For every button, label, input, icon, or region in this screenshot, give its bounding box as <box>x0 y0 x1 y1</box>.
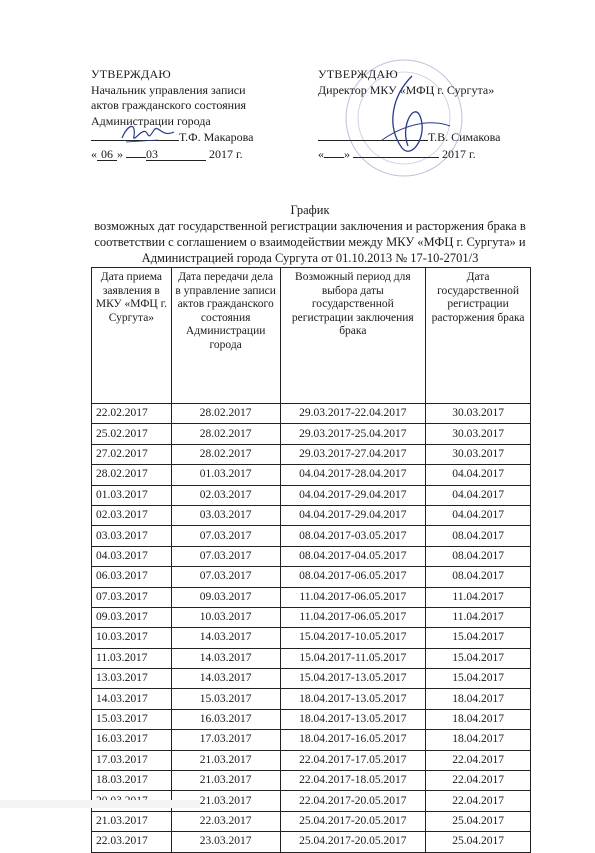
cell-marriage-period: 29.03.2017-27.04.2017 <box>280 444 426 464</box>
table-row <box>92 424 531 444</box>
cell-marriage-period: 15.04.2017-10.05.2017 <box>280 628 426 648</box>
left-approval-line-1: Начальник управления записи <box>91 82 246 97</box>
cell-marriage-period: 18.04.2017-16.05.2017 <box>280 730 426 750</box>
header-application-date: Дата приема заявления в МКУ «МФЦ г. Сургута» <box>92 268 172 404</box>
cell-marriage-period: 04.04.2017-29.04.2017 <box>280 485 426 505</box>
table-row <box>92 811 531 831</box>
cell-divorce-date: 22.04.2017 <box>426 750 531 770</box>
cell-application-date: 14.03.2017 <box>92 689 172 709</box>
cell-transfer-date: 28.02.2017 <box>171 444 280 464</box>
cell-marriage-period: 22.04.2017-18.05.2017 <box>280 771 426 791</box>
table-row <box>92 628 531 648</box>
cell-marriage-period: 29.03.2017-25.04.2017 <box>280 424 426 444</box>
table-row <box>92 730 531 750</box>
cell-transfer-date: 22.03.2017 <box>171 811 280 831</box>
cell-marriage-period: 08.04.2017-04.05.2017 <box>280 546 426 566</box>
scan-edge <box>0 800 200 808</box>
cell-divorce-date: 11.04.2017 <box>426 607 531 627</box>
document-title: График <box>290 203 330 217</box>
cell-marriage-period: 18.04.2017-13.05.2017 <box>280 689 426 709</box>
cell-divorce-date: 30.03.2017 <box>426 444 531 464</box>
cell-transfer-date: 07.03.2017 <box>171 546 280 566</box>
cell-marriage-period: 22.04.2017-17.05.2017 <box>280 750 426 770</box>
cell-marriage-period: 11.04.2017-06.05.2017 <box>280 607 426 627</box>
cell-transfer-date: 07.03.2017 <box>171 567 280 587</box>
document-heading <box>80 202 540 266</box>
cell-transfer-date: 21.03.2017 <box>171 771 280 791</box>
right-approval-line-1: Директор МКУ «МФЦ г. Сургута» <box>318 82 495 97</box>
cell-application-date: 17.03.2017 <box>92 750 172 770</box>
cell-transfer-date: 07.03.2017 <box>171 526 280 546</box>
header-marriage-period: Возможный период для выбора даты государственной регистрации заключения брака <box>280 268 426 404</box>
cell-transfer-date: 14.03.2017 <box>171 648 280 668</box>
table-row <box>92 750 531 770</box>
cell-divorce-date: 08.04.2017 <box>426 567 531 587</box>
cell-marriage-period: 25.04.2017-20.05.2017 <box>280 811 426 831</box>
right-approval-date: « » 2017 г. <box>318 146 476 161</box>
right-date-year: 2017 г. <box>442 146 476 161</box>
table-row <box>92 444 531 464</box>
table-row <box>92 607 531 627</box>
left-date-year: 2017 г. <box>209 146 243 161</box>
cell-application-date: 15.03.2017 <box>92 709 172 729</box>
cell-divorce-date: 11.04.2017 <box>426 587 531 607</box>
left-approval-date: « 06 » 03 2017 г. <box>91 146 243 161</box>
table-header-row <box>92 268 531 404</box>
cell-transfer-date: 02.03.2017 <box>171 485 280 505</box>
cell-marriage-period: 29.03.2017-22.04.2017 <box>280 404 426 424</box>
cell-marriage-period: 08.04.2017-03.05.2017 <box>280 526 426 546</box>
cell-application-date: 07.03.2017 <box>92 587 172 607</box>
table-row <box>92 505 531 525</box>
table-row <box>92 771 531 791</box>
cell-transfer-date: 28.02.2017 <box>171 424 280 444</box>
cell-transfer-date: 15.03.2017 <box>171 689 280 709</box>
cell-divorce-date: 22.04.2017 <box>426 771 531 791</box>
cell-divorce-date: 25.04.2017 <box>426 811 531 831</box>
cell-application-date: 16.03.2017 <box>92 730 172 750</box>
cell-application-date: 02.03.2017 <box>92 505 172 525</box>
cell-transfer-date: 16.03.2017 <box>171 709 280 729</box>
cell-transfer-date: 14.03.2017 <box>171 669 280 689</box>
cell-application-date: 25.02.2017 <box>92 424 172 444</box>
cell-transfer-date: 28.02.2017 <box>171 404 280 424</box>
table-row <box>92 669 531 689</box>
cell-marriage-period: 18.04.2017-13.05.2017 <box>280 709 426 729</box>
cell-transfer-date: 23.03.2017 <box>171 832 280 852</box>
cell-marriage-period: 08.04.2017-06.05.2017 <box>280 567 426 587</box>
cell-marriage-period: 04.04.2017-28.04.2017 <box>280 465 426 485</box>
cell-divorce-date: 08.04.2017 <box>426 526 531 546</box>
cell-marriage-period: 15.04.2017-11.05.2017 <box>280 648 426 668</box>
cell-divorce-date: 08.04.2017 <box>426 546 531 566</box>
right-signer-name: Т.В. Симакова <box>428 130 501 144</box>
table-body <box>92 404 531 853</box>
left-approval-line-2: актов гражданского состояния <box>91 98 247 112</box>
header-divorce-date: Дата государственной регистрации расторжения брака <box>426 268 531 404</box>
schedule-table <box>91 267 531 853</box>
table-row <box>92 526 531 546</box>
cell-divorce-date: 30.03.2017 <box>426 424 531 444</box>
cell-application-date: 04.03.2017 <box>92 546 172 566</box>
cell-divorce-date: 04.04.2017 <box>426 485 531 505</box>
cell-divorce-date: 18.04.2017 <box>426 709 531 729</box>
cell-application-date: 01.03.2017 <box>92 485 172 505</box>
table-row <box>92 709 531 729</box>
cell-marriage-period: 25.04.2017-20.05.2017 <box>280 832 426 852</box>
stamp-icon <box>342 56 466 180</box>
table-row <box>92 689 531 709</box>
cell-divorce-date: 18.04.2017 <box>426 689 531 709</box>
cell-divorce-date: 25.04.2017 <box>426 832 531 852</box>
cell-divorce-date: 30.03.2017 <box>426 404 531 424</box>
document-subtitle: возможных дат государственной регистрации заключения и расторжения брака в соответствии с соглашением о взаимодействии между МКУ «МФЦ г. Сургута» и Администрацией города Сургута от 01.10.2013 № 17-10-2701/3 <box>94 219 526 265</box>
cell-divorce-date: 04.04.2017 <box>426 505 531 525</box>
table-row <box>92 465 531 485</box>
cell-application-date: 09.03.2017 <box>92 607 172 627</box>
left-date-month: 03 <box>146 149 206 161</box>
cell-transfer-date: 10.03.2017 <box>171 607 280 627</box>
table-row <box>92 546 531 566</box>
left-signature-icon <box>118 118 178 148</box>
cell-application-date: 13.03.2017 <box>92 669 172 689</box>
cell-divorce-date: 15.04.2017 <box>426 628 531 648</box>
cell-transfer-date: 03.03.2017 <box>171 505 280 525</box>
right-approval-title: УТВЕРЖДАЮ <box>318 67 399 81</box>
cell-divorce-date: 18.04.2017 <box>426 730 531 750</box>
cell-divorce-date: 15.04.2017 <box>426 669 531 689</box>
header-transfer-date: Дата передачи дела в управление записи актов гражданского состояния Администрации города <box>171 268 280 404</box>
cell-marriage-period: 15.04.2017-13.05.2017 <box>280 669 426 689</box>
cell-application-date: 21.03.2017 <box>92 811 172 831</box>
cell-application-date: 27.02.2017 <box>92 444 172 464</box>
cell-transfer-date: 21.03.2017 <box>171 750 280 770</box>
cell-marriage-period: 11.04.2017-06.05.2017 <box>280 587 426 607</box>
cell-transfer-date: 14.03.2017 <box>171 628 280 648</box>
table-row <box>92 648 531 668</box>
cell-marriage-period: 22.04.2017-20.05.2017 <box>280 791 426 811</box>
cell-transfer-date: 21.03.2017 <box>171 791 280 811</box>
cell-application-date: 18.03.2017 <box>92 771 172 791</box>
cell-marriage-period: 04.04.2017-29.04.2017 <box>280 505 426 525</box>
cell-transfer-date: 01.03.2017 <box>171 465 280 485</box>
table-row <box>92 485 531 505</box>
cell-application-date: 22.02.2017 <box>92 404 172 424</box>
cell-application-date: 06.03.2017 <box>92 567 172 587</box>
cell-transfer-date: 17.03.2017 <box>171 730 280 750</box>
cell-transfer-date: 09.03.2017 <box>171 587 280 607</box>
cell-application-date: 11.03.2017 <box>92 648 172 668</box>
cell-divorce-date: 15.04.2017 <box>426 648 531 668</box>
left-approval-line-3: Администрации города <box>91 113 211 128</box>
table-row <box>92 404 531 424</box>
table-row <box>92 567 531 587</box>
cell-divorce-date: 22.04.2017 <box>426 791 531 811</box>
cell-application-date: 10.03.2017 <box>92 628 172 648</box>
cell-application-date: 03.03.2017 <box>92 526 172 546</box>
left-signer-name: Т.Ф. Макарова <box>179 130 254 144</box>
table-row <box>92 587 531 607</box>
cell-application-date: 28.02.2017 <box>92 465 172 485</box>
left-date-day: 06 <box>97 149 117 161</box>
left-approval-title: УТВЕРЖДАЮ <box>91 67 172 81</box>
cell-divorce-date: 04.04.2017 <box>426 465 531 485</box>
cell-application-date: 22.03.2017 <box>92 832 172 852</box>
